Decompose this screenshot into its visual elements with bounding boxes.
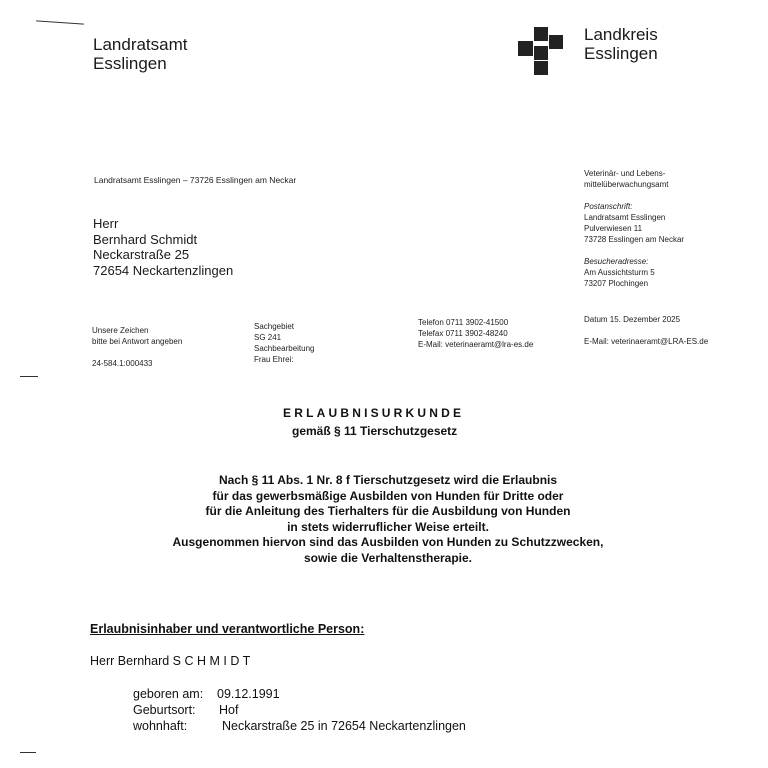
recipient-name: Bernhard Schmidt: [93, 231, 198, 247]
recipient-address: [93, 216, 233, 278]
postal-line3: 73728 Esslingen am Neckar: [584, 235, 685, 244]
area-label: Sachgebiet: [254, 322, 295, 331]
district-name: [584, 25, 658, 63]
permit-line: in stets widerruflicher Weise erteilt.: [287, 519, 489, 534]
fax: Telefax 0711 3902-48240: [418, 329, 508, 338]
clerk-info: [254, 321, 315, 365]
document-date: Datum 15. Dezember 2025: [584, 315, 681, 324]
office-name: [93, 35, 188, 73]
birthplace-label: Geburtsort:: [133, 703, 196, 717]
recipient-city: 72654 Neckartenzlingen: [93, 262, 234, 278]
our-ref-value: 24-584.1:000433: [92, 359, 153, 368]
document-title: ERLAUBNISURKUNDE: [283, 406, 465, 420]
phone: Telefon 0711 3902-41500: [418, 318, 509, 327]
our-reference: [92, 325, 182, 369]
birthplace-value: Hof: [219, 703, 239, 717]
document-subtitle: gemäß § 11 Tierschutzgesetz: [292, 424, 458, 438]
recipient-street: Neckarstraße 25: [93, 247, 190, 262]
permit-line: Nach § 11 Abs. 1 Nr. 8 f Tierschutzgesetz wird die Erlaubnis: [218, 473, 558, 487]
permit-line: für die Anleitung des Tierhalters für die Ausbildung von Hunden: [205, 504, 571, 518]
visitor-label: Besucheradresse:: [584, 257, 649, 266]
birth-value: 09.12.1991: [217, 687, 280, 701]
email: E-Mail: veterinaeramt@lra-es.de: [418, 340, 534, 349]
scan-mark-bottom: [20, 752, 36, 753]
permit-line: sowie die Verhaltenstherapie.: [303, 550, 473, 565]
postal-line1: Landratsamt Esslingen: [584, 213, 666, 222]
permit-line: für das gewerbsmäßige Ausbilden von Hunden für Dritte oder: [212, 488, 564, 503]
clerk-label: Sachbearbeitung: [254, 344, 315, 353]
district-name-line2: Esslingen: [584, 44, 658, 63]
scan-mark-mid: [20, 376, 38, 377]
birth-label: geboren am:: [133, 687, 204, 701]
residence-label: wohnhaft:: [133, 719, 188, 733]
holder-name: Herr Bernhard S C H M I D T: [90, 654, 251, 668]
our-ref-label2: bitte bei Antwort angeben: [92, 337, 183, 346]
department-line1: Veterinär- und Lebens-: [584, 169, 666, 178]
landkreis-logo-icon: [518, 27, 564, 75]
office-name-line2: Esslingen: [93, 54, 167, 73]
district-name-line1: Landkreis: [584, 25, 658, 44]
contact-info: [418, 317, 533, 350]
department-line2: mittelüberwachungsamt: [584, 180, 669, 189]
visitor-line1: Am Aussichtsturm 5: [584, 268, 655, 277]
residence-value: Neckarstraße 25 in 72654 Neckartenzlingen: [222, 719, 466, 733]
postal-label: Postanschrift:: [584, 202, 633, 211]
visitor-line2: 73207 Plochingen: [584, 279, 649, 288]
scan-mark-top: [36, 20, 84, 24]
area-value: SG 241: [254, 333, 282, 342]
postal-line2: Pulverwiesen 11: [584, 224, 643, 233]
sender-line: Landratsamt Esslingen – 73726 Esslingen am Neckar: [94, 175, 297, 185]
permit-text: [120, 473, 656, 566]
clerk-value: Frau Ehrei:: [254, 355, 294, 364]
permit-line: Ausgenommen hiervon sind das Ausbilden von Hunden zu Schutzzwecken,: [172, 535, 604, 549]
office-name-line1: Landratsamt: [93, 35, 188, 54]
our-ref-label1: Unsere Zeichen: [92, 326, 149, 335]
holder-heading: Erlaubnisinhaber und verantwortliche Person:: [90, 622, 365, 636]
email-secondary: E-Mail: veterinaeramt@LRA-ES.de: [584, 337, 709, 346]
office-info: [584, 168, 684, 289]
recipient-salutation: Herr: [93, 216, 119, 231]
